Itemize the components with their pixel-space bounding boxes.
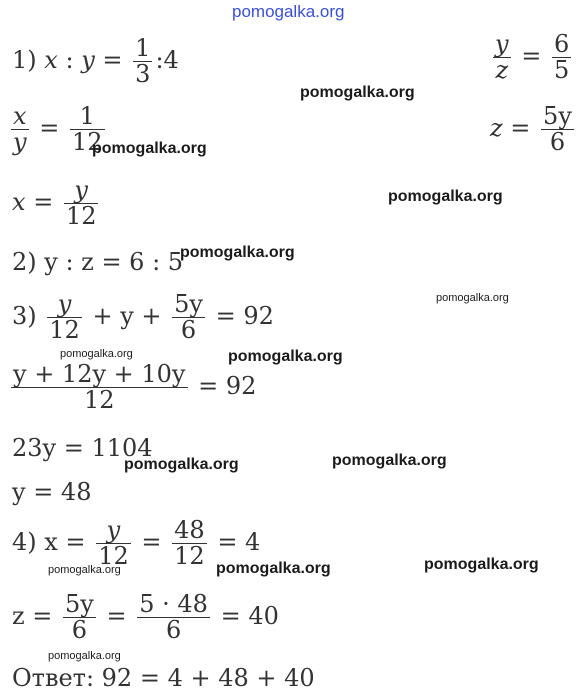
step1-eq: = <box>102 46 123 75</box>
watermark-8: pomogalka.org <box>124 456 239 473</box>
x-expr-fraction <box>64 178 99 229</box>
equation-y48: y = 48 <box>12 478 92 506</box>
z-solution-z: z = <box>12 602 53 631</box>
combined-fraction <box>11 362 188 413</box>
step4-eq2: = 4 <box>217 528 261 557</box>
step4-frac1-den: 12 <box>98 542 129 571</box>
step1-line <box>12 36 179 87</box>
xy-ratio-rden: 12 <box>71 128 103 157</box>
ratio-yz-rnum: 6 <box>553 30 570 58</box>
step3-frac1-num: y <box>57 290 72 318</box>
step3-plus: + y + <box>92 302 162 331</box>
watermark-6: pomogalka.org <box>60 348 133 360</box>
watermark-3: pomogalka.org <box>388 188 503 205</box>
step1-x: x <box>44 46 58 75</box>
x-expr-eq: = <box>33 188 54 217</box>
x-expr-den: 12 <box>65 202 97 231</box>
step1-y: y <box>81 46 95 75</box>
z-solution-frac2 <box>137 592 210 643</box>
combined-fraction-den: 12 <box>11 387 188 413</box>
combined-fraction-eq: = 92 <box>198 372 257 401</box>
combined-fraction-num: y + 12y + 10y <box>13 360 186 388</box>
step4-frac1-num: y <box>106 516 121 544</box>
step4-frac2-num: 48 <box>174 516 205 544</box>
watermark-4: pomogalka.org <box>180 244 295 261</box>
watermark-12: pomogalka.org <box>424 556 539 573</box>
watermark-1: pomogalka.org <box>300 84 415 101</box>
step1-frac-num: 1 <box>135 34 151 62</box>
equation-23y: 23y = 1104 <box>12 434 153 462</box>
watermark-top: pomogalka.org <box>232 2 345 21</box>
step4-frac2-den: 12 <box>174 542 205 571</box>
step1-fraction <box>133 36 152 87</box>
ratio-yz-rden: 5 <box>553 56 570 85</box>
z-expr-eq: = <box>510 114 531 143</box>
ratio-yz-left <box>493 32 511 83</box>
z-expression <box>490 104 577 155</box>
z-solution-eq1: = <box>106 602 127 631</box>
watermark-5: pomogalka.org <box>436 292 509 304</box>
step3-eq: = 92 <box>215 302 274 331</box>
step3-line <box>12 292 274 343</box>
z-solution-frac1 <box>63 592 96 643</box>
step3-frac1 <box>47 292 82 343</box>
step4-frac1 <box>96 518 131 569</box>
z-solution-line <box>12 592 279 643</box>
watermark-9: pomogalka.org <box>332 452 447 469</box>
step3-label: 3) <box>12 302 37 331</box>
ratio-yz-right <box>552 32 571 83</box>
xy-ratio-den: y <box>13 128 27 157</box>
z-expr-z: z <box>490 114 503 143</box>
z-solution-frac1-num: 5y <box>65 590 94 618</box>
xy-ratio-eq: = <box>39 114 60 143</box>
ratio-yz-num: y <box>495 30 509 58</box>
z-solution-frac2-den: 6 <box>137 617 210 643</box>
watermark-7: pomogalka.org <box>228 348 343 365</box>
x-expr-num: y <box>74 176 88 204</box>
watermark-11: pomogalka.org <box>216 560 331 577</box>
step3-frac2-den: 6 <box>172 317 205 343</box>
combined-fraction-line <box>8 362 256 413</box>
step2-line: 2) y : z = 6 : 5 <box>12 248 184 276</box>
ratio-yz <box>490 32 574 83</box>
step3-frac1-den: 12 <box>49 316 80 345</box>
answer-line: Ответ: 92 = 4 + 48 + 40 <box>12 664 315 692</box>
ratio-yz-eq: = <box>521 42 542 71</box>
step1-div: : <box>155 46 164 75</box>
watermark-10: pomogalka.org <box>48 564 121 576</box>
z-solution-eq2: = 40 <box>220 602 279 631</box>
step1-frac-den: 3 <box>135 60 151 89</box>
step4-label: 4) x = <box>12 528 86 557</box>
z-solution-frac1-den: 6 <box>63 617 96 643</box>
step1-colon: : <box>65 46 74 75</box>
x-expression <box>12 178 101 229</box>
ratio-yz-den: z <box>493 57 511 83</box>
xy-ratio-left <box>11 104 29 155</box>
z-expr-num: 5y <box>543 102 572 130</box>
step4-frac2 <box>172 518 207 569</box>
step3-frac2 <box>172 292 205 343</box>
watermark-13: pomogalka.org <box>48 650 121 662</box>
step1-four: 4 <box>163 46 179 75</box>
xy-ratio-rnum: 1 <box>79 102 95 130</box>
z-expr-den: 6 <box>541 129 574 155</box>
x-expr-x: x <box>12 188 26 217</box>
step3-frac2-num: 5y <box>174 290 203 318</box>
watermark-2: pomogalka.org <box>92 140 207 157</box>
z-expr-fraction <box>541 104 574 155</box>
step1-label: 1) <box>12 46 37 75</box>
z-solution-frac2-num: 5 · 48 <box>139 590 208 618</box>
step4-eq1: = <box>141 528 162 557</box>
xy-ratio-num: x <box>13 102 27 130</box>
